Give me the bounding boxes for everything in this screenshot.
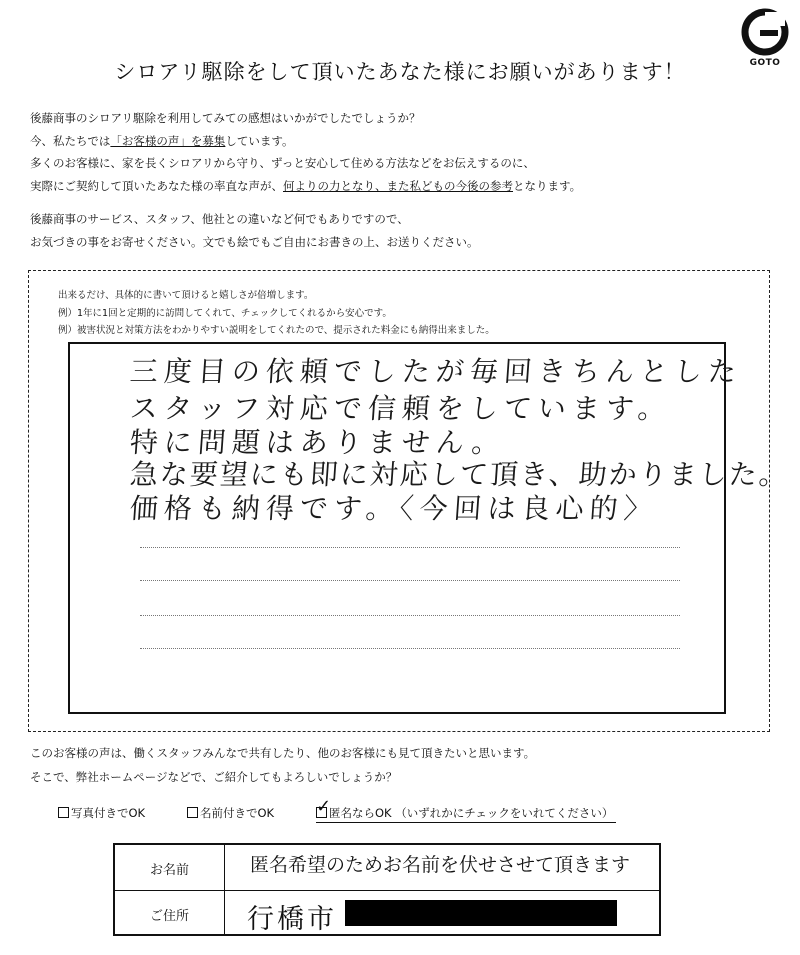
handwritten-comment-line: 価格も納得です。〈今回は良心的〉 [128, 492, 659, 525]
option-instruction: （いずれかにチェックをいれてください） [395, 806, 614, 820]
redaction-bar [345, 900, 617, 926]
intro-line: 今、私たちでは「お客様の声」を募集しています。 [30, 133, 294, 148]
handwritten-comment-line: スタッフ対応で信頼をしています。 [128, 392, 673, 425]
option-name[interactable]: 名前付きでOK [187, 805, 274, 821]
option-anonymous[interactable]: 匿名ならOK （いずれかにチェックをいれてください） [316, 805, 613, 821]
checkmark-icon: ✓ [316, 796, 332, 817]
page-title: シロアリ駆除をして頂いたあなた様にお願いがあります！ [114, 60, 686, 84]
guide-line [140, 580, 680, 581]
option-underline [316, 822, 616, 823]
handwritten-comment-line: 三度目の依頼でしたが毎回きちんとした [128, 355, 744, 388]
address-value[interactable]: 行橋市 [247, 904, 337, 935]
checkbox-photo[interactable] [58, 807, 69, 818]
guide-line [140, 547, 680, 548]
option-photo[interactable]: 写真付きでOK [58, 805, 145, 821]
hint-line: 例）1年に1回と定期的に訪問してくれて、チェックしてくれるから安心です。 [58, 307, 392, 319]
handwritten-comment-line: 特に問題はありません。 [128, 426, 507, 459]
hint-line: 出来るだけ、具体的に書いて頂けると嬉しさが倍増します。 [58, 290, 314, 301]
table-divider [224, 845, 225, 934]
share-question [30, 741, 535, 789]
name-label: お名前 [149, 863, 189, 878]
voice-highlight: 「お客様の声」を募集 [110, 133, 226, 148]
share-line: そこで、弊社ホームページなどで、ご紹介してもよろしいでしょうか？ [30, 770, 398, 784]
reference-highlight: 何よりの力となり、また私どもの今後の参考 [283, 178, 513, 193]
intro-line: 後藤商事のシロアリ駆除を利用してみての感想はいかがでしたでしょうか？ [30, 111, 421, 125]
logo-text: GOTO [749, 58, 781, 68]
checkbox-name[interactable] [187, 807, 198, 818]
guide-line [140, 648, 680, 649]
intro-line: お気づきの事をお寄せください。文でも絵でもご自由にお書きの上、お送りください。 [30, 234, 479, 249]
share-line: このお客様の声は、働くスタッフみんなで共有したり、他のお客様にも見て頂きたいと思います。 [30, 746, 536, 760]
intro-line: 多くのお客様に、家を長くシロアリから守り、ずっと安心して住める方法などをお伝えするのに、 [30, 156, 535, 170]
name-value[interactable]: 匿名希望のためお名前を伏せさせて頂きます [250, 854, 631, 876]
intro-line: 実際にご契約して頂いたあなた様の率直な声が、何よりの力となり、また私どもの今後の参考となります。 [30, 178, 582, 193]
address-label: ご住所 [149, 909, 189, 924]
intro-line: 後藤商事のサービス、スタッフ、他社との違いなど何でもありですので、 [30, 212, 409, 226]
guide-line [140, 615, 680, 616]
intro-text [30, 107, 770, 253]
handwritten-comment-line: 急な要望にも即に対応して頂き、助かりました。 [128, 458, 790, 491]
hint-line: 例）被害状況と対策方法をわかりやすい説明をしてくれたので、提示された料金にも納得出来ました。 [58, 325, 495, 336]
logo-mark-icon [738, 8, 792, 58]
writing-hints [58, 287, 495, 340]
